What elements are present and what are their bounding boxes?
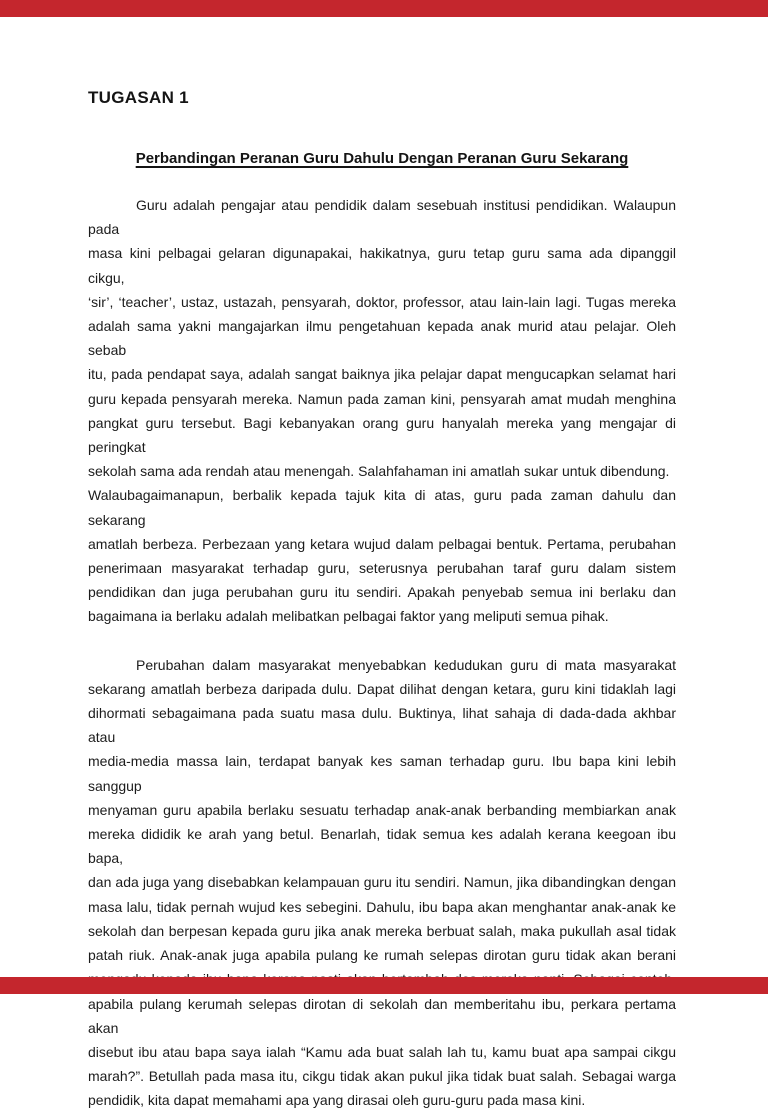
text-line: sekolah sama ada rendah atau menengah. Salahfahaman ini amatlah sukar untuk dibendung. — [88, 463, 670, 480]
text-line: amatlah berbeza. Perbezaan yang ketara wujud dalam pelbagai bentuk. Pertama, perubahan — [88, 535, 676, 552]
text-line: pendidik, kita dapat memahami apa yang dirasai oleh guru-guru pada masa kini. — [88, 1092, 586, 1109]
bottom-accent-bar — [0, 977, 768, 994]
top-accent-bar — [0, 0, 768, 17]
paragraph-block — [88, 193, 676, 483]
text-line: masa kini pelbagai gelaran digunapakai, hakikatnya, guru tetap guru sama ada dipanggil cikgu, — [88, 245, 676, 286]
text-line: menyaman guru apabila berlaku sesuatu terhadap anak-anak berbanding membiarkan anak — [88, 801, 676, 818]
text-line: Walaubagaimanapun, berbalik kepada tajuk kita di atas, guru pada zaman dahulu dan sekarang — [88, 487, 676, 528]
text-line: masa lalu, tidak pernah wujud kes sebegini. Dahulu, ibu bapa akan menghantar anak-anak ke — [88, 898, 676, 915]
text-line: Perubahan dalam masyarakat menyebabkan kedudukan guru di mata masyarakat — [136, 656, 676, 673]
text-line: patah riuk. Anak-anak juga apabila pulang ke rumah selepas dirotan guru tidak akan berani — [88, 947, 676, 964]
text-line: guru kepada pensyarah mereka. Namun pada zaman kini, pensyarah amat mudah menghina — [88, 390, 676, 407]
text-line: marah?”. Betullah pada masa itu, cikgu tidak akan pukul jika tidak buat salah. Sebagai warga — [88, 1068, 676, 1085]
text-line: disebut ibu atau bapa saya ialah “Kamu ada buat salah lah tu, kamu buat apa sampai cikgu — [88, 1043, 676, 1060]
text-line: apabila pulang kerumah selepas dirotan di sekolah dan memberitahu ibu, perkara pertama akan — [88, 995, 676, 1036]
text-line: pendidikan dan juga perubahan guru itu sendiri. Apakah penyebab semua ini berlaku dan — [88, 584, 676, 601]
text-line: sekarang amatlah berbeza daripada dulu. Dapat dilihat dengan ketara, guru kini tidaklah lagi — [88, 680, 676, 697]
paragraph-block — [88, 653, 676, 1113]
text-line: bagaimana ia berlaku adalah melibatkan pelbagai faktor yang meliputi semua pihak. — [88, 608, 609, 625]
text-line: penerimaan masyarakat terhadap guru, seterusnya perubahan taraf guru dalam sistem — [88, 560, 676, 577]
document-body — [88, 193, 676, 1113]
paragraph-block — [88, 483, 676, 628]
essay-title: Perbandingan Peranan Guru Dahulu Dengan Peranan Guru Sekarang — [135, 150, 629, 167]
assignment-heading: TUGASAN 1 — [88, 88, 189, 107]
text-line: sekolah dan berpesan kepada guru jika anak mereka berbuat salah, maka pukullah asal tidak — [88, 922, 676, 939]
text-line: mereka dididik ke arah yang betul. Benarlah, tidak semua kes adalah kerana keegoan ibu bapa, — [88, 826, 676, 867]
text-line: dihormati sebagaimana pada suatu masa dulu. Buktinya, lihat sahaja di dada-dada akhbar atau — [88, 705, 676, 746]
text-line: itu, pada pendapat saya, adalah sangat baiknya jika pelajar dapat mengucapkan selamat hari — [88, 366, 676, 383]
text-line: media-media massa lain, terdapat banyak kes saman terhadap guru. Ibu bapa kini lebih sanggup — [88, 753, 676, 794]
text-line: Guru adalah pengajar atau pendidik dalam sesebuah institusi pendidikan. Walaupun pada — [88, 197, 676, 238]
text-line: adalah sama yakni mangajarkan ilmu pengetahuan kepada anak murid atau pelajar. Oleh sebab — [88, 318, 676, 359]
text-line: dan ada juga yang disebabkan kelampauan guru itu sendiri. Namun, jika dibandingkan dengan — [88, 874, 676, 891]
text-line: ‘sir’, ‘teacher’, ustaz, ustazah, pensyarah, doktor, professor, atau lain-lain lagi. Tugas mereka — [88, 293, 676, 310]
text-line: pangkat guru tersebut. Bagi kebanyakan orang guru hanyalah mereka yang mengajar di peringkat — [88, 414, 676, 456]
